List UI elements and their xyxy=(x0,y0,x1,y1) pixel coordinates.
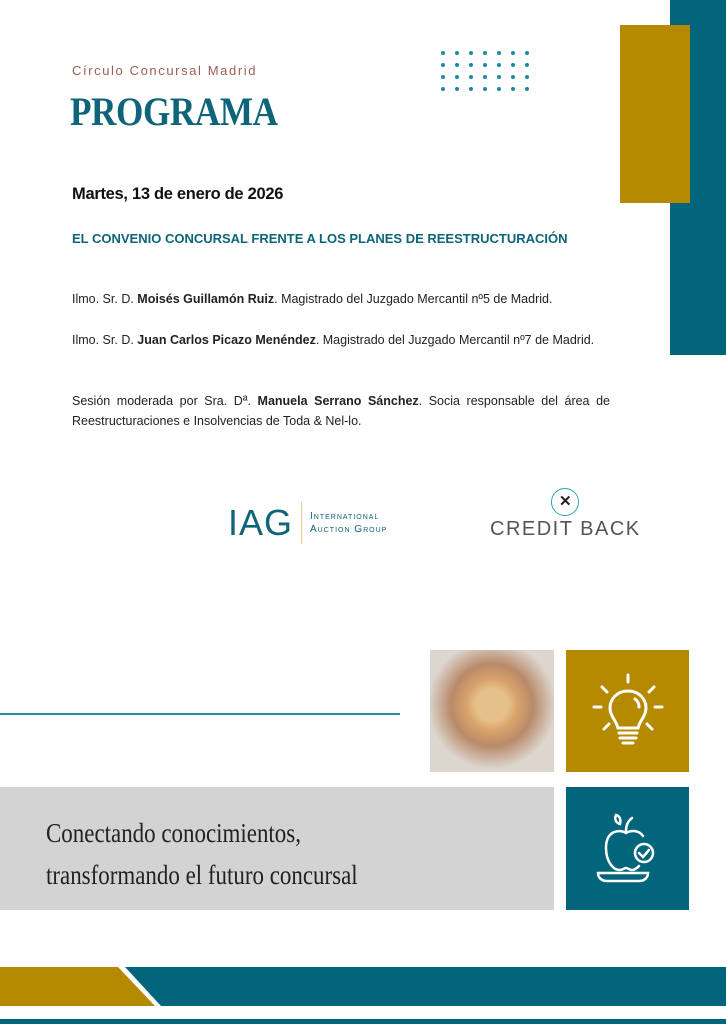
dot-grid-decoration xyxy=(441,51,535,91)
speaker-prefix: Sesión moderada por Sra. Dª. xyxy=(72,394,258,408)
dot xyxy=(483,51,487,55)
dot xyxy=(483,75,487,79)
speaker-name: Moisés Guillamón Ruiz xyxy=(137,292,275,306)
iag-line1: International xyxy=(310,511,380,522)
dot xyxy=(497,63,501,67)
speaker-prefix: Ilmo. Sr. D. xyxy=(72,292,138,306)
footer-teal-band xyxy=(125,967,726,1006)
puzzle-hands-photo xyxy=(430,650,554,772)
dot xyxy=(441,87,445,91)
iag-abbr: IAG xyxy=(228,502,294,543)
apple-tile xyxy=(566,787,689,910)
event-date: Martes, 13 de enero de 2026 xyxy=(72,185,284,203)
dot xyxy=(469,63,473,67)
speaker-prefix: Ilmo. Sr. D. xyxy=(72,333,138,347)
dot xyxy=(455,63,459,67)
slogan xyxy=(46,812,358,896)
dot xyxy=(483,87,487,91)
dot xyxy=(497,87,501,91)
moderator xyxy=(72,391,610,431)
dot xyxy=(441,51,445,55)
dot xyxy=(441,63,445,67)
credit-back-symbol-icon: ✕ xyxy=(551,488,579,516)
dot xyxy=(511,51,515,55)
footer-line xyxy=(0,1019,726,1024)
slogan-line-1: Conectando conocimientos, xyxy=(46,818,301,848)
organization-name: Círculo Concursal Madrid xyxy=(72,63,258,78)
dot xyxy=(511,63,515,67)
dot xyxy=(511,87,515,91)
logo-divider xyxy=(301,502,302,544)
speaker-name: Manuela Serrano Sánchez xyxy=(257,394,419,408)
iag-logo xyxy=(228,502,387,544)
dot xyxy=(511,75,515,79)
speaker-2 xyxy=(72,330,610,350)
dot xyxy=(455,87,459,91)
dot xyxy=(525,63,529,67)
dot xyxy=(469,87,473,91)
speaker-role: . Socia responsable del área de Reestructuraciones e Insolvencias de Toda & Nel-lo. xyxy=(72,394,610,428)
dot xyxy=(525,75,529,79)
dot xyxy=(469,51,473,55)
credit-back-logo xyxy=(490,488,641,541)
page-title: PROGRAMA xyxy=(70,89,278,134)
lightbulb-icon xyxy=(566,650,689,772)
gold-side-bar xyxy=(620,25,690,203)
dot xyxy=(455,51,459,55)
dot xyxy=(497,75,501,79)
dot xyxy=(525,87,529,91)
dot xyxy=(455,75,459,79)
decorative-line xyxy=(0,713,400,715)
speaker-role: . Magistrado del Juzgado Mercantil nº7 de Madrid. xyxy=(315,333,595,347)
iag-line2: Auction Group xyxy=(310,524,388,535)
lightbulb-tile xyxy=(566,650,689,772)
credit-back-name: CREDIT BACK xyxy=(490,518,641,540)
slogan-line-2: transformando el futuro concursal xyxy=(46,860,358,890)
dot xyxy=(441,75,445,79)
apple-check-icon xyxy=(566,787,689,910)
dot xyxy=(525,51,529,55)
dot xyxy=(497,51,501,55)
session-title: EL CONVENIO CONCURSAL FRENTE A LOS PLANES DE REESTRUCTURACIÓN xyxy=(72,231,568,246)
speaker-role: . Magistrado del Juzgado Mercantil nº5 de Madrid. xyxy=(274,292,553,306)
speaker-1 xyxy=(72,289,610,309)
dot xyxy=(469,75,473,79)
speaker-name: Juan Carlos Picazo Menéndez xyxy=(137,333,316,347)
dot xyxy=(483,63,487,67)
